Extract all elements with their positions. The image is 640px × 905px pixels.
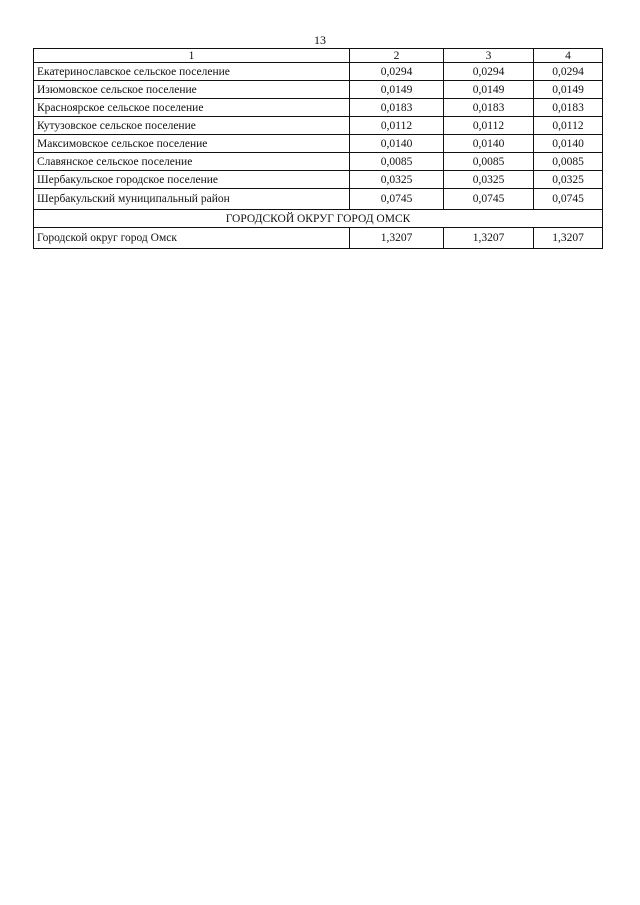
column-header-1: 1 xyxy=(34,49,350,63)
row-value-col3: 0,0085 xyxy=(444,153,534,171)
column-header-2: 2 xyxy=(350,49,444,63)
table-row xyxy=(34,117,603,135)
row-value-col3: 0,0745 xyxy=(444,189,534,210)
row-value-col2: 0,0745 xyxy=(350,189,444,210)
table-row xyxy=(34,189,603,210)
row-value-col2: 1,3207 xyxy=(350,228,444,249)
row-value-col3: 0,0325 xyxy=(444,171,534,189)
row-value-col3: 1,3207 xyxy=(444,228,534,249)
row-value-col2: 0,0085 xyxy=(350,153,444,171)
section-title: ГОРОДСКОЙ ОКРУГ ГОРОД ОМСК xyxy=(34,210,603,228)
row-value-col4: 0,0085 xyxy=(534,153,603,171)
row-name: Шербакульский муниципальный район xyxy=(34,189,350,210)
row-value-col2: 0,0112 xyxy=(350,117,444,135)
row-value-col4: 0,0745 xyxy=(534,189,603,210)
row-value-col4: 0,0294 xyxy=(534,63,603,81)
row-value-col3: 0,0294 xyxy=(444,63,534,81)
table-row xyxy=(34,63,603,81)
row-value-col3: 0,0140 xyxy=(444,135,534,153)
row-value-col4: 0,0183 xyxy=(534,99,603,117)
section-header-row xyxy=(34,210,603,228)
row-value-col2: 0,0149 xyxy=(350,81,444,99)
table-row xyxy=(34,81,603,99)
row-name: Славянское сельское поселение xyxy=(34,153,350,171)
row-name: Изюмовское сельское поселение xyxy=(34,81,350,99)
row-value-col2: 0,0294 xyxy=(350,63,444,81)
table-row xyxy=(34,171,603,189)
table-row xyxy=(34,99,603,117)
table-header-row xyxy=(34,49,603,63)
data-table xyxy=(33,48,603,249)
row-value-col4: 1,3207 xyxy=(534,228,603,249)
row-name: Максимовское сельское поселение xyxy=(34,135,350,153)
page-number: 13 xyxy=(314,33,326,47)
row-value-col3: 0,0183 xyxy=(444,99,534,117)
row-value-col4: 0,0112 xyxy=(534,117,603,135)
table-row xyxy=(34,153,603,171)
row-value-col2: 0,0140 xyxy=(350,135,444,153)
row-value-col3: 0,0149 xyxy=(444,81,534,99)
table-row xyxy=(34,228,603,249)
row-name: Красноярское сельское поселение xyxy=(34,99,350,117)
row-name: Кутузовское сельское поселение xyxy=(34,117,350,135)
column-header-4: 4 xyxy=(534,49,603,63)
row-value-col2: 0,0325 xyxy=(350,171,444,189)
row-value-col2: 0,0183 xyxy=(350,99,444,117)
row-value-col4: 0,0140 xyxy=(534,135,603,153)
row-value-col4: 0,0325 xyxy=(534,171,603,189)
column-header-3: 3 xyxy=(444,49,534,63)
row-name: Шербакульское городское поселение xyxy=(34,171,350,189)
table-row xyxy=(34,135,603,153)
row-value-col3: 0,0112 xyxy=(444,117,534,135)
row-name: Городской округ город Омск xyxy=(34,228,350,249)
row-name: Екатеринославское сельское поселение xyxy=(34,63,350,81)
row-value-col4: 0,0149 xyxy=(534,81,603,99)
